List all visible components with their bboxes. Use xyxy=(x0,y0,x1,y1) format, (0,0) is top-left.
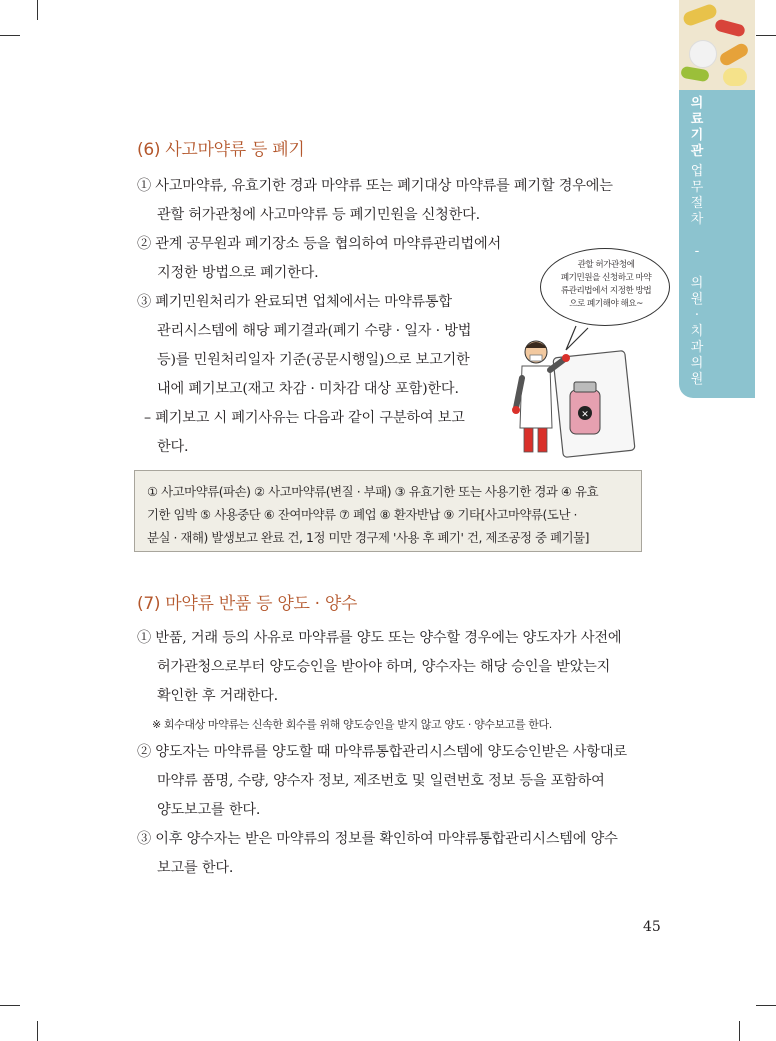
paragraph-line: 허가관청으로부터 양도승인을 받아야 하며, 양수자는 해당 승인을 받았는지 xyxy=(157,659,611,675)
paragraph-line: ② 양도자는 마약류를 양도할 때 마약류통합관리시스템에 양도승인받은 사항대로 xyxy=(137,744,627,760)
paragraph-line: ① 사고마약류, 유효기한 경과 마약류 또는 폐기대상 마약류를 폐기할 경우에는 xyxy=(137,178,613,194)
paragraph-line: 보고를 한다. xyxy=(157,860,234,876)
section-heading-7: (7) 마약류 반품 등 양도 · 양수 xyxy=(137,594,358,614)
pharmacist-illustration xyxy=(506,318,656,458)
note-text: ※ 회수대상 마약류는 신속한 회수를 위해 양도승인을 받지 않고 양도 · 양수보고를 한다. xyxy=(152,718,552,731)
chapter-side-tab xyxy=(679,0,755,398)
svg-text:✕: ✕ xyxy=(581,410,589,420)
paragraph-line: – 폐기보고 시 폐기사유는 다음과 같이 구분하여 보고 xyxy=(144,410,465,426)
crop-mark xyxy=(739,1021,740,1041)
paragraph-line: 확인한 후 거래한다. xyxy=(157,688,278,704)
crop-mark xyxy=(37,0,38,20)
paragraph-line: 등)를 민원처리일자 기준(공문시행일)으로 보고기한 xyxy=(157,352,470,368)
bubble-line: 관할 허가관청에 xyxy=(577,260,635,270)
paragraph-line: ③ 폐기민원처리가 완료되면 업체에서는 마약류통합 xyxy=(137,294,452,310)
pills-photo xyxy=(679,0,755,90)
section-heading-6: (6) 사고마약류 등 폐기 xyxy=(137,140,305,160)
crop-mark xyxy=(37,1021,38,1041)
paragraph-line: 관할 허가관청에 사고마약류 등 폐기민원을 신청한다. xyxy=(157,207,480,223)
paragraph-line: 관리시스템에 해당 폐기결과(폐기 수량 · 일자 · 방법 xyxy=(157,323,472,339)
crop-mark xyxy=(756,1005,776,1006)
paragraph-line: ② 관계 공무원과 폐기장소 등을 협의하여 마약류관리법에서 xyxy=(137,236,501,252)
disposal-reason-box xyxy=(134,470,642,552)
paragraph-line: 마약류 품명, 수량, 양수자 정보, 제조번호 및 일련번호 정보 등을 포함하여 xyxy=(157,773,605,789)
crop-mark xyxy=(0,35,20,36)
paragraph-line: ③ 이후 양수자는 받은 마약류의 정보를 확인하여 마약류통합관리시스템에 양수 xyxy=(137,831,618,847)
bubble-line: 으로 폐기해야 해요~ xyxy=(569,299,643,309)
bubble-line: 폐기민원을 신청하고 마약 xyxy=(560,273,652,283)
speech-bubble xyxy=(540,248,670,326)
crop-mark xyxy=(0,1005,20,1006)
paragraph-line: 내에 폐기보고(재고 차감 · 미차감 대상 포함)한다. xyxy=(157,381,459,397)
page-number: 45 xyxy=(643,919,661,935)
bubble-line: 류관리법에서 지정한 방법 xyxy=(560,286,652,296)
paragraph-line: ① 반품, 거래 등의 사유로 마약류를 양도 또는 양수할 경우에는 양도자가 사전에 xyxy=(137,630,622,646)
paragraph-line: 양도보고를 한다. xyxy=(157,802,261,818)
crop-mark xyxy=(756,35,776,36)
box-line: 기한 임박 ⑤ 사용중단 ⑥ 잔여마약류 ⑦ 폐업 ⑧ 환자반납 ⑨ 기타[사고마약류(도난 · xyxy=(147,507,577,522)
paragraph-line: 지정한 방법으로 폐기한다. xyxy=(157,265,319,281)
side-tab-subtitle: 업 무 절 차 - 의 원 · 치 과 의 원 xyxy=(690,164,704,387)
side-tab-title: 의 료 기 관 xyxy=(690,96,704,159)
paragraph-line: 한다. xyxy=(157,439,189,455)
box-line: ① 사고마약류(파손) ② 사고마약류(변질 · 부패) ③ 유효기한 또는 사용기한 경과 ④ 유효 xyxy=(147,484,599,499)
box-line: 분실 · 재해) 발생보고 완료 건, 1정 미만 경구제 '사용 후 폐기' 건, 제조공정 중 폐기물] xyxy=(147,530,590,545)
